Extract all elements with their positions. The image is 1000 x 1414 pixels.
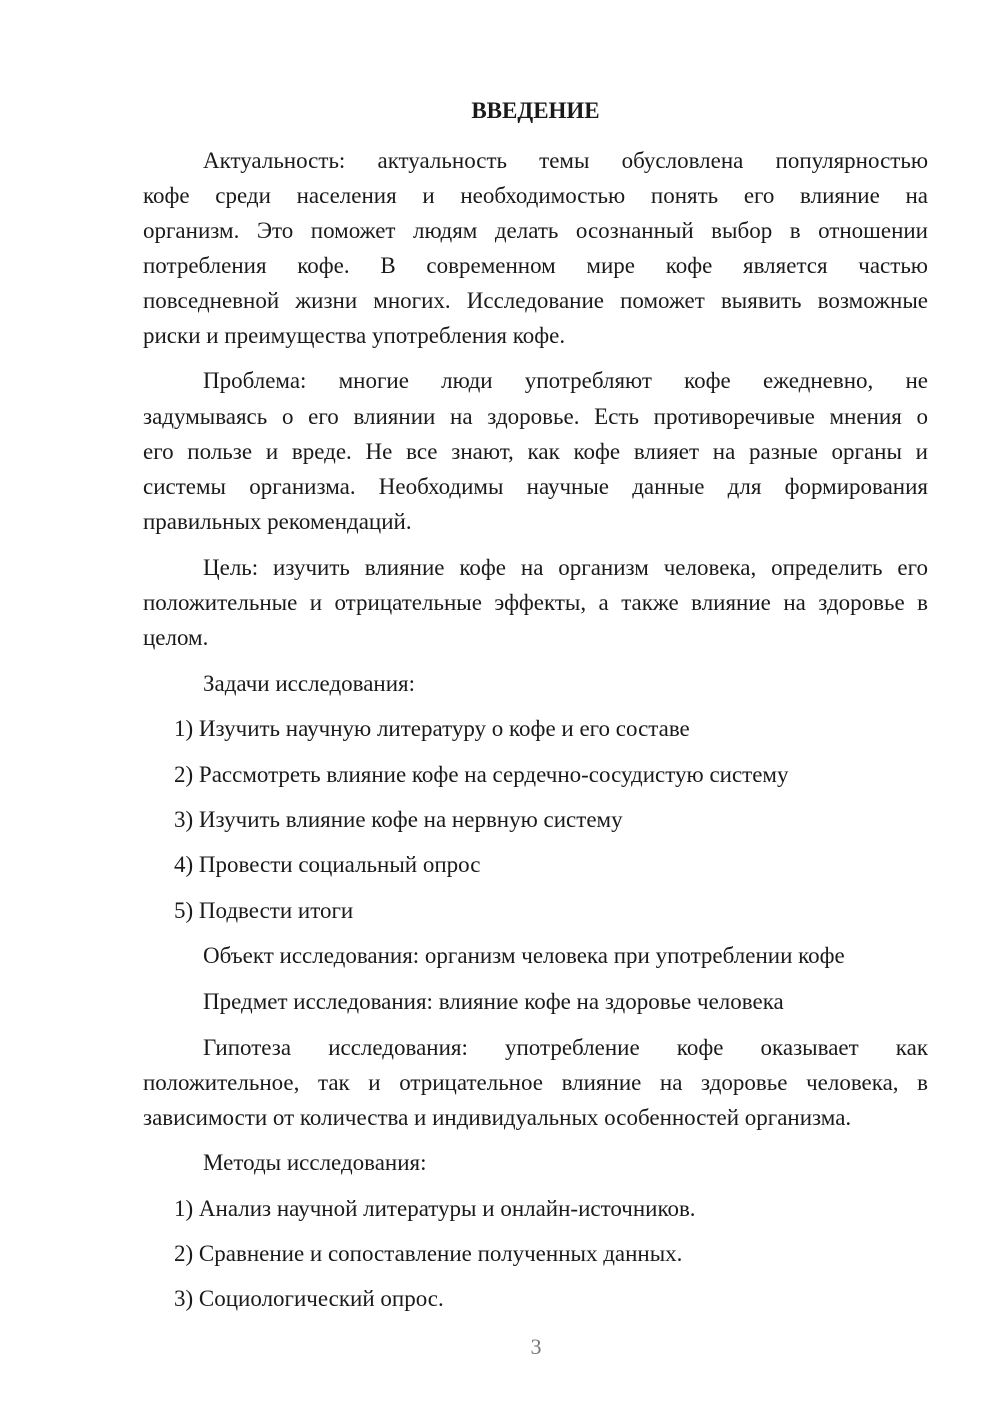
task-item: 3) Изучить влияние кофе на нервную систему [174,807,623,832]
research-object: Объект исследования: организм человека при употреблении кофе [203,943,845,968]
task-item: 1) Изучить научную литературу о кофе и его составе [174,716,690,741]
method-item: 1) Анализ научной литературы и онлайн-источников. [174,1196,696,1221]
section-title: ВВЕДЕНИЕ [471,98,600,123]
relevance-line: потребления кофе. В современном мире кофе является частью [143,253,928,278]
problem-line: системы организма. Необходимы научные данные для формирования [143,474,928,499]
relevance-line: риски и преимущества употребления кофе. [143,323,566,348]
relevance-line: Актуальность: актуальность темы обусловлена популярностью [203,148,928,173]
task-item: 5) Подвести итоги [174,898,354,923]
problem-line: Проблема: многие люди употребляют кофе ежедневно, не [203,368,928,393]
task-item: 4) Провести социальный опрос [174,852,481,877]
tasks-heading: Задачи исследования: [203,671,416,696]
goal-line: Цель: изучить влияние кофе на организм человека, определить его [203,555,928,580]
hypothesis-line: Гипотеза исследования: употребление кофе оказывает как [203,1035,928,1060]
method-item: 3) Социологический опрос. [174,1286,444,1311]
problem-line: задумываясь о его влиянии на здоровье. Есть противоречивые мнения о [143,404,928,429]
problem-line: правильных рекомендаций. [143,509,412,534]
research-subject: Предмет исследования: влияние кофе на здоровье человека [203,989,784,1014]
relevance-line: повседневной жизни многих. Исследование поможет выявить возможные [143,288,928,313]
page-number: 3 [530,1334,542,1359]
goal-line: целом. [143,625,209,650]
hypothesis-line: положительное, так и отрицательное влияние на здоровье человека, в [143,1070,928,1095]
task-item: 2) Рассмотреть влияние кофе на сердечно-сосудистую систему [174,762,789,787]
method-item: 2) Сравнение и сопоставление полученных данных. [174,1241,683,1266]
methods-heading: Методы исследования: [203,1150,427,1175]
relevance-line: организм. Это поможет людям делать осознанный выбор в отношении [143,218,928,243]
hypothesis-line: зависимости от количества и индивидуальных особенностей организма. [143,1105,852,1130]
relevance-line: кофе среди населения и необходимостью понять его влияние на [143,183,928,208]
problem-line: его пользе и вреде. Не все знают, как кофе влияет на разные органы и [143,439,928,464]
goal-line: положительные и отрицательные эффекты, а также влияние на здоровье в [143,590,928,615]
